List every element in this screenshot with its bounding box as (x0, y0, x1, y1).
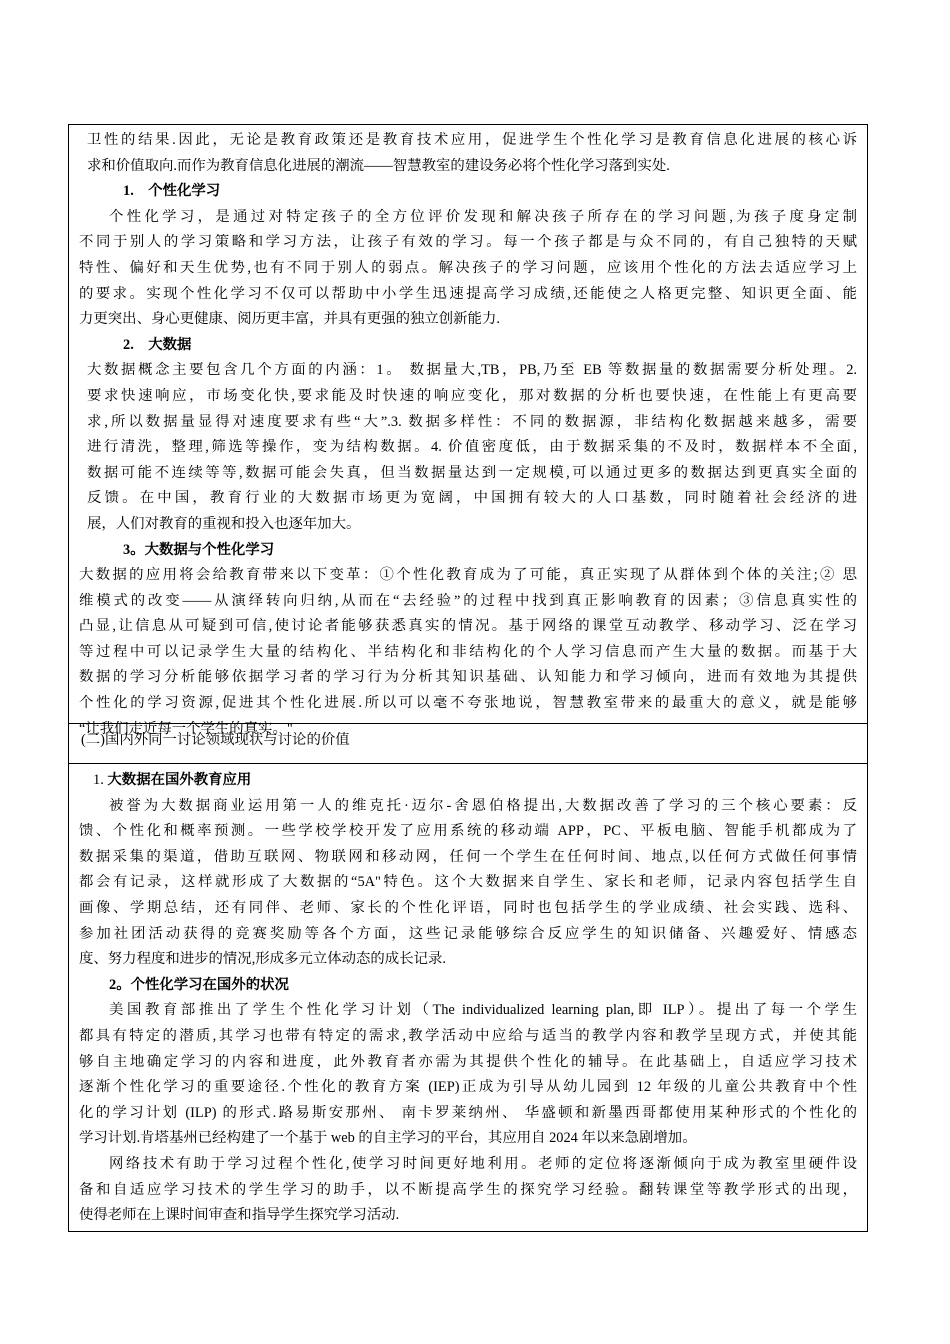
heading-big-data-personalized (79, 538, 857, 564)
paragraph-line: 数据可能不连续等等,数据可能会失真，但当数据量达到一定规模,可以通过更多的数据达到更真实全面的 (87, 464, 857, 481)
paragraph-line: 个性化学习，是通过对特定孩子的全方位评价发现和解决孩子所存在的学习问题,为孩子度身定制 (109, 208, 857, 225)
paragraph-line: 参加社团活动获得的竞赛奖励等各个方面，这些记录能够综合反应学生的知识储备、兴趣爱好、情感态 (79, 925, 857, 942)
heading-label: 个性化学习 (148, 183, 221, 200)
paragraph-line: 都具有特定的潜质,其学习也带有特定的需求,教学活动中应给与适当的教学内容和教学呈现方式，并使其能 (79, 1027, 857, 1044)
paragraph-line: 数据采集的渠道，借助互联网、物联网和移动网，任何一个学生在任何时间、地点,以任何方式做任何事情 (79, 848, 857, 865)
paragraph-line: 要求快速响应，市场变化快,要求能及时快速的响应变化，那对数据的分析也要快速，在性能上有更高要 (87, 387, 857, 404)
heading-big-data (79, 333, 857, 359)
document-table (68, 124, 868, 1232)
heading-number: 1. (93, 772, 104, 788)
heading-number: 2. (123, 336, 134, 353)
paragraph-line: 学习计划.肯塔基州已经构建了一个基于 web 的自主学习的平台，其应用自 2024 年以来急剧增加。 (79, 1130, 697, 1147)
paragraph-line: 被誉为大数据商业运用第一人的维克托·迈尔-舍恩伯格提出,大数据改善了学习的三个核心要素：反 (109, 797, 857, 814)
paragraph-line: 画像、学期总结，还有同伴、老师、家长的个性化评语，同时也包括学生的学业成绩、社会实践、选科、 (79, 899, 857, 916)
paragraph-line: “让我们走近每一个学生的真实。" (79, 720, 293, 737)
paragraph-line: 凸显,让信息从可疑到可信,使讨论者能够获悉真实的情况。基于网络的课堂互动教学、移动学习、泛在学习 (79, 618, 857, 635)
paragraph-line: 卫性的结果.因此，无论是教育政策还是教育技术应用，促进学生个性化学习是教育信息化进展的核心诉 (87, 132, 857, 148)
paragraph-line: 数据的学习分析能够依据学习者的学习行为分析其知识基础、认知能力和学习倾向，进而有效地为其提供 (79, 669, 857, 686)
paragraph-line: 等过程中可以记录学生大量的结构化、半结构化和非结构化的个人学习信息而产生大量的数据。而基于大 (79, 643, 857, 660)
paragraph-line: 馈、个性化和概率预测。一些学校学校开发了应用系统的移动端 APP，PC、平板电脑、智能手机都成为了 (79, 823, 857, 840)
paragraph-line: 反馈。在中国，教育行业的大数据市场更为宽阔，中国拥有较大的人口基数，同时随着社会经济的进 (87, 490, 857, 507)
section-foreign-research (69, 764, 867, 1231)
paragraph-line: 备和自适应学习技术的学生学习的助手，以不断提高学生的探究学习经验。翻转课堂等教学形式的出现， (79, 1181, 857, 1198)
paragraph-line: 的要求。实现个性化学习不仅可以帮助中小学生迅速提高学习成绩,还能使之人格更完整、知识更全面、能 (79, 285, 857, 302)
paragraph-line: 力更突出、身心更健康、阅历更丰富，并具有更强的独立创新能力. (79, 311, 500, 328)
paragraph-line: 使得老师在上课时间审查和指导学生探究学习活动. (79, 1207, 400, 1224)
paragraph-line: 求,所以数据量显得对速度要求有些“大”.3. 数据多样性：不同的数据源，非结构化数据越来越多，需要 (87, 413, 857, 430)
paragraph-line: 展，人们对教育的重视和投入也逐年加大。 (87, 515, 361, 532)
paragraph-line: 进行清洗，整理,筛选等操作，变为结构数据。4. 价值密度低，由于数据采集的不及时，数据样本不全面, (87, 439, 857, 456)
heading-label: 大数据在国外教育应用 (107, 772, 252, 788)
paragraph-line: 美国教育部推出了学生个性化学习计划（The individualized learning plan,即 ILP）。提出了每一个学生 (109, 1002, 857, 1019)
paragraph-line: 不同于别人的学习策略和学习方法，让孩子有效的学习。每一个孩子都是与众不同的，有自己独特的天赋 (79, 234, 857, 251)
paragraph-line: 化的学习计划 (ILP) 的形式.路易斯安那州、 南卡罗莱纳州、 华盛顿和新墨西哥都使用某种形式的个性化的 (79, 1104, 857, 1121)
paragraph-line: 够自主地确定学习的内容和进度，此外教育者亦需为其提供个性化的辅导。在此基础上，自适应学习技术 (79, 1053, 857, 1070)
section-title: (二)国内外同一讨论领域现状与讨论的价值 (81, 732, 350, 748)
paragraph-line: 都会有记录，这样就形成了大数据的“5A"特色。这个大数据来自学生、家长和老师，记录内容包括学生自 (79, 874, 857, 891)
paragraph-line: 网络技术有助于学习过程个性化,使学习时间更好地利用。老师的定位将逐渐倾向于成为教室里硬件设 (109, 1155, 857, 1172)
heading-big-data-abroad (79, 768, 857, 794)
paragraph-line: 个性化的学习资源,促进其个性化进展.所以可以毫不夸张地说，智慧教室带来的最重大的意义，就是能够 (79, 695, 857, 712)
heading-label: 3。大数据与个性化学习 (123, 541, 275, 558)
paragraph-line: 大数据概念主要包含几个方面的内涵：1。 数据量大,TB，PB,乃至 EB 等数据量的数据需要分析处理。2. (87, 362, 857, 379)
paragraph-line: 求和价值取向.而作为教育信息化进展的潮流——智慧教室的建设务必将个性化学习落到实处. (87, 157, 670, 174)
paragraph-line: 特性、偏好和天生优势,也有不同于别人的弱点。解决孩子的学习问题，应该用个性化的方法去适应学习上 (79, 259, 857, 276)
heading-personalized-abroad (79, 973, 857, 999)
paragraph-line: 度、努力程度和进步的情况,形成多元立体动态的成长记录. (79, 951, 446, 968)
section-background (69, 125, 867, 737)
section-title-cell (69, 724, 867, 764)
paragraph-line: 大数据的应用将会给教育带来以下变革：①个性化教育成为了可能，真正实现了从群体到个体的关注;② 思 (79, 567, 857, 584)
heading-label: 大数据 (148, 336, 192, 353)
paragraph-line: 逐渐个性化学习的重要途径.个性化的教育方案 (IEP)正成为引导从幼儿园到 12 年级的儿童公共教育中个性 (79, 1079, 857, 1096)
heading-label: 2。个性化学习在国外的状况 (109, 976, 289, 993)
heading-number: 1. (123, 183, 134, 200)
heading-personalized-learning (79, 179, 857, 205)
paragraph-line: 维模式的改变——从演绎转向归纳,从而在“去经验”的过程中找到真正影响教育的因素；③信息真实性的 (79, 592, 857, 609)
